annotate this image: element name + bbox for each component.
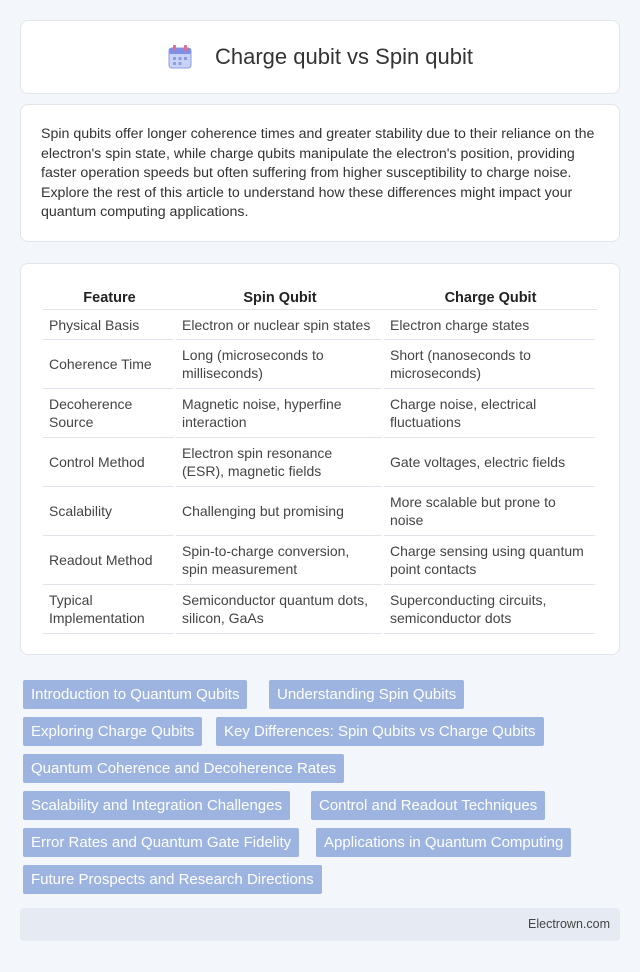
tag-link[interactable]: Understanding Spin Qubits (269, 680, 464, 709)
table-cell: Typical Implementation (43, 585, 176, 634)
table-cell: Coherence Time (43, 340, 176, 389)
table-cell: Charge sensing using quantum point contacts (384, 536, 597, 585)
table-cell: Electron charge states (384, 310, 597, 340)
tag-link[interactable]: Quantum Coherence and Decoherence Rates (23, 754, 344, 783)
intro-text: Spin qubits offer longer coherence times and greater stability due to their reliance on the electron's spin state, while charge qubits manipulate the electron's position, providing faster operation speeds but often suffering from higher susceptibility to charge noise. Explore the rest of this article to understand how these differences might impact your quantum computing applications. (41, 126, 595, 221)
table-header-row (43, 284, 597, 310)
comparison-table (43, 284, 597, 634)
comparison-table-card (20, 263, 620, 655)
tag-link[interactable]: Scalability and Integration Challenges (23, 791, 290, 820)
table-cell: Decoherence Source (43, 389, 176, 438)
table-cell: Challenging but promising (176, 487, 384, 536)
table-cell: Gate voltages, electric fields (384, 438, 597, 487)
table-cell: Physical Basis (43, 310, 176, 340)
table-row (43, 438, 597, 487)
table-cell: Scalability (43, 487, 176, 536)
title-card (20, 20, 620, 94)
header-spin-qubit: Spin Qubit (176, 284, 384, 310)
intro-card (20, 104, 620, 242)
tag-link[interactable]: Future Prospects and Research Directions (23, 865, 322, 894)
table-cell: Semiconductor quantum dots, silicon, GaAs (176, 585, 384, 634)
page-title: Charge qubit vs Spin qubit (214, 44, 474, 69)
table-row (43, 585, 597, 634)
footer (20, 908, 620, 941)
table-cell: Long (microseconds to milliseconds) (176, 340, 384, 389)
tag-link[interactable]: Error Rates and Quantum Gate Fidelity (23, 828, 299, 857)
table-row (43, 340, 597, 389)
footer-site-name: Electrown.com (528, 917, 610, 931)
table-cell: More scalable but prone to noise (384, 487, 597, 536)
table-row (43, 536, 597, 585)
table-cell: Magnetic noise, hyperfine interaction (176, 389, 384, 438)
tag-link[interactable]: Introduction to Quantum Qubits (23, 680, 247, 709)
table-cell: Charge noise, electrical fluctuations (384, 389, 597, 438)
tag-link[interactable]: Control and Readout Techniques (311, 791, 545, 820)
table-row (43, 310, 597, 340)
table-cell: Electron spin resonance (ESR), magnetic fields (176, 438, 384, 487)
tag-link[interactable]: Key Differences: Spin Qubits vs Charge Qubits (216, 717, 544, 746)
table-row (43, 487, 597, 536)
header-feature: Feature (43, 284, 176, 310)
table-row (43, 389, 597, 438)
table-cell: Superconducting circuits, semiconductor dots (384, 585, 597, 634)
table-cell: Short (nanoseconds to microseconds) (384, 340, 597, 389)
table-cell: Control Method (43, 438, 176, 487)
table-cell: Spin-to-charge conversion, spin measurement (176, 536, 384, 585)
calendar-icon (167, 44, 195, 70)
table-cell: Electron or nuclear spin states (176, 310, 384, 340)
header-charge-qubit: Charge Qubit (384, 284, 597, 310)
tag-link[interactable]: Exploring Charge Qubits (23, 717, 202, 746)
tag-link[interactable]: Applications in Quantum Computing (316, 828, 571, 857)
table-cell: Readout Method (43, 536, 176, 585)
